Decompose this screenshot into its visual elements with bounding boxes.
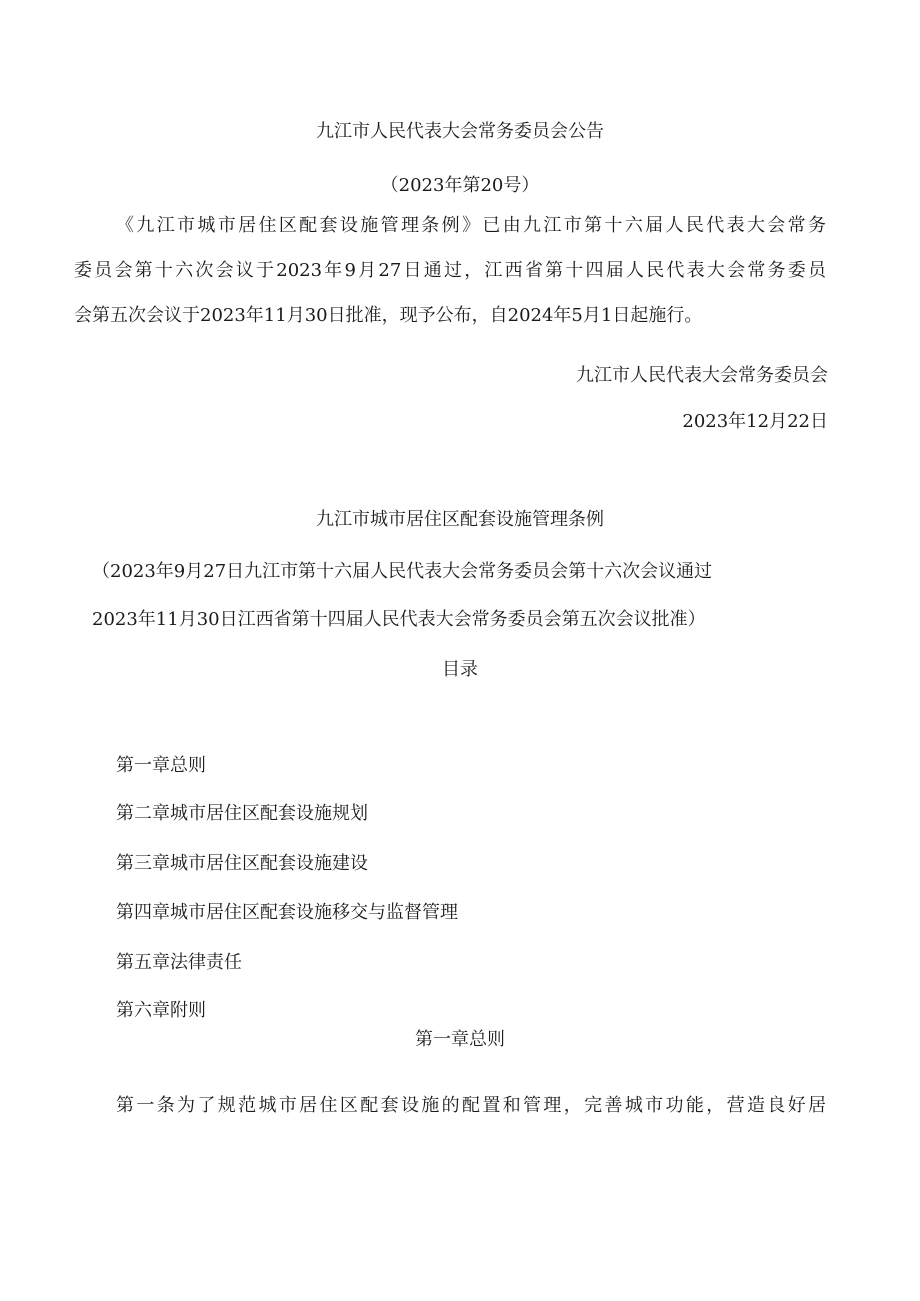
announcement-number: （2023年第20号） [380, 175, 540, 196]
toc-item: 第一章总则 [116, 755, 206, 776]
toc-item: 第四章城市居住区配套设施移交与监督管理 [116, 902, 458, 923]
toc-item: 第二章城市居住区配套设施规划 [116, 803, 368, 824]
toc-heading: 目录 [442, 659, 478, 680]
announcement-body-line: 《九江市城市居住区配套设施管理条例》已由九江市第十六届人民代表大会常务 [116, 215, 826, 236]
announcement-title: 九江市人民代表大会常务委员会公告 [316, 121, 604, 142]
announcement-body-line: 委员会第十六次会议于2023年9月27日通过，江西省第十四届人民代表大会常务委员 [74, 260, 826, 281]
regulation-title: 九江市城市居住区配套设施管理条例 [316, 509, 604, 530]
announcement-body-line: 会第五次会议于2023年11月30日批准，现予公布，自2024年5月1日起施行。 [74, 305, 703, 326]
issue-date: 2023年12月22日 [682, 411, 828, 432]
article-1-text: 第一条为了规范城市居住区配套设施的配置和管理，完善城市功能，营造良好居 [116, 1095, 826, 1116]
toc-item: 第六章附则 [116, 1000, 206, 1021]
adoption-note-line2: 2023年11月30日江西省第十四届人民代表大会常务委员会第五次会议批准） [92, 609, 706, 630]
issuer-signature: 九江市人民代表大会常务委员会 [576, 365, 828, 386]
toc-item: 第三章城市居住区配套设施建设 [116, 853, 368, 874]
toc-item: 第五章法律责任 [116, 952, 242, 973]
chapter-heading: 第一章总则 [415, 1029, 505, 1050]
adoption-note-line1: （2023年9月27日九江市第十六届人民代表大会常务委员会第十六次会议通过 [92, 561, 713, 582]
